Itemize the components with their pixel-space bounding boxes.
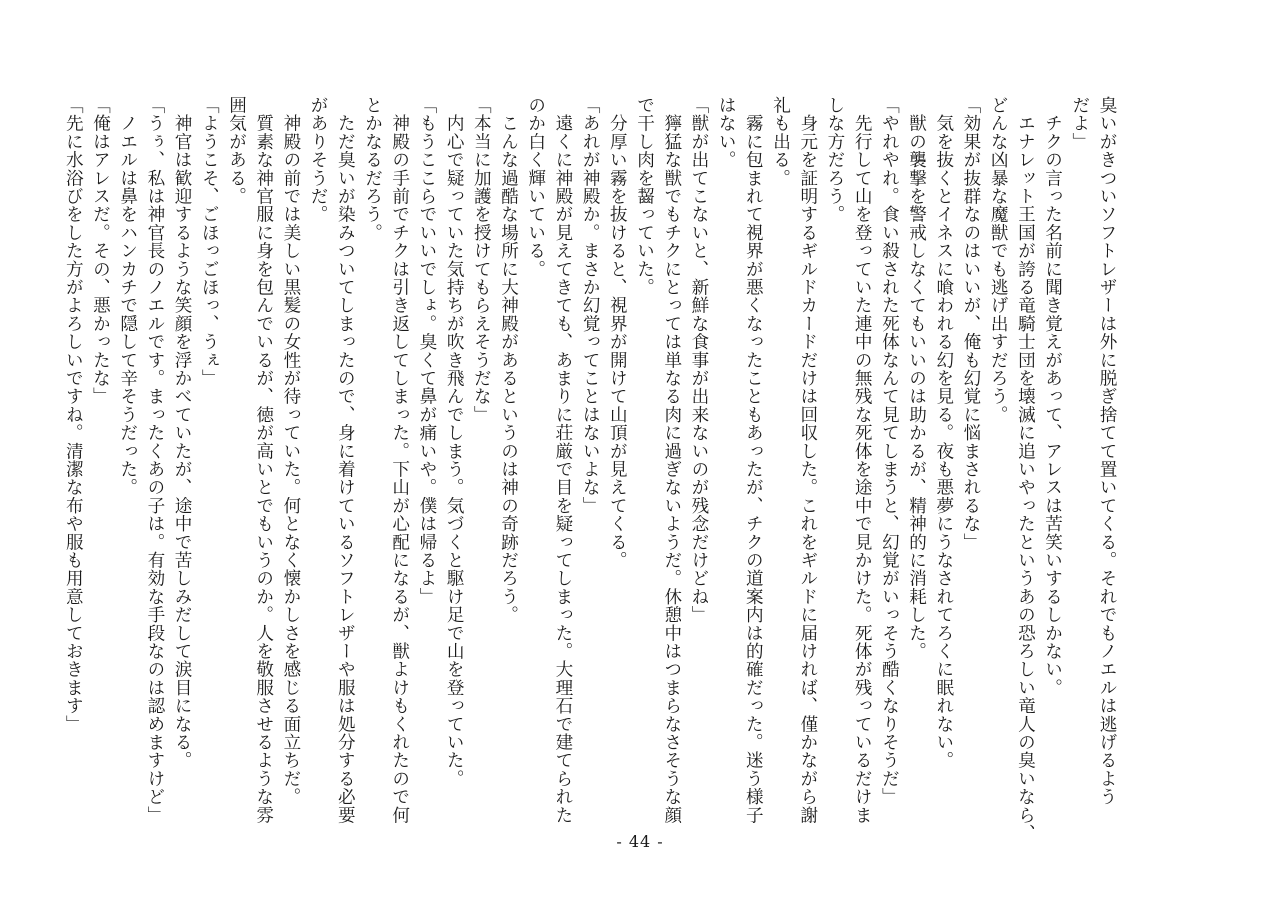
- text-line: 質素な神官服に身を包んでいるが、徳が高いとでもいうのか。人を敬服させるような雰: [253, 96, 274, 824]
- text-line: 「本当に加護を授けてもらえそうだな」: [471, 96, 492, 424]
- text-line: しな方だろう。: [824, 96, 845, 224]
- text-line: がありそうだ。: [308, 96, 329, 224]
- text-line: 「ようこそ、ごほっごほっ、うぇ」: [199, 96, 220, 388]
- text-line: 「先に水浴びをした方がよろしいですね。清潔な布や服も用意しておきます」: [63, 96, 84, 733]
- text-line: 神殿の手前でチクは引き返してしまった。下山が心配になるが、獣よけもくれたので何: [389, 96, 410, 824]
- text-line: とかなるだろう。: [362, 96, 383, 242]
- text-line: 「もうここらでいいでしょ。臭くて鼻が痛いや。僕は帰るよ」: [416, 96, 437, 606]
- text-line: 囲気がある。: [226, 96, 247, 206]
- text-line: ノエルは鼻をハンカチで隠して辛そうだった。: [117, 96, 138, 497]
- text-line: 「俺はアレスだ。その、悪かったな」: [90, 96, 111, 406]
- text-line: 「あれが神殿か。まさか幻覚ってことはないよな」: [580, 96, 601, 515]
- text-line: 「効果が抜群なのはいいが、俺も幻覚に悩まされるな」: [960, 96, 981, 551]
- text-line: どんな凶暴な魔獣でも逃げ出すだろう。: [988, 96, 1009, 424]
- text-line: 気を抜くとイネスに喰われる幻を見る。夜も悪夢にうなされてろくに眠れない。: [933, 96, 954, 770]
- text-line: 内心で疑っていた気持ちが吹き飛んでしまう。気づくと駆け足で山を登っていた。: [444, 96, 465, 788]
- text-line: 先行して山を登っていた連中の無残な死体を途中で見かけた。死体が残っているだけま: [852, 96, 873, 824]
- text-line: で干し肉を齧っていた。: [634, 96, 655, 297]
- text-line: はない。: [716, 96, 737, 169]
- text-line: のか白く輝いている。: [525, 96, 546, 278]
- text-line: 「獣が出てこないと、新鮮な食事が出来ないのが残念だけどね」: [688, 96, 709, 624]
- text-line: 神殿の前では美しい黒髪の女性が待っていた。何となく懐かしさを感じる面立ちだ。: [280, 96, 301, 806]
- text-line: 「やれやれ。食い殺された死体なんて見てしまうと、幻覚がいっそう酷くなりそうだ」: [879, 96, 900, 806]
- text-line: 遠くに神殿が見えてきても、あまりに荘厳で目を疑ってしまった。大理石で建てられた: [552, 96, 573, 824]
- text-line: 「うぅ、私は神官長のノエルです。まったくあの子は。有効な手段なのは認めますけど」: [144, 96, 165, 824]
- text-line: 礼も出る。: [770, 96, 791, 187]
- text-line: チクの言った名前に聞き覚えがあって、アレスは苦笑いするしかない。: [1042, 96, 1063, 697]
- text-line: 神官は歓迎するような笑顔を浮かべていたが、途中で苦しみだして涙目になる。: [172, 96, 193, 770]
- text-line: 獣の襲撃を警戒しなくてもいいのは助かるが、精神的に消耗した。: [906, 96, 927, 661]
- text-line: こんな過酷な場所に大神殿があるというのは神の奇跡だろう。: [498, 96, 519, 624]
- text-line: 獰猛な獣でもチクにとっては単なる肉に過ぎないようだ。休憩中はつまらなさそうな顔: [661, 96, 682, 824]
- text-line: 臭いがきついソフトレザーは外に脱ぎ捨てて置いてくる。それでもノエルは逃げるよう: [1097, 96, 1117, 806]
- text-line: 分厚い霧を抜けると、視界が開けて山頂が見えてくる。: [607, 96, 628, 570]
- text-line: 身元を証明するギルドカードだけは回収した。これをギルドに届ければ、僅かながら謝: [797, 96, 818, 824]
- text-line: エナレット王国が誇る竜騎士団を壊滅に追いやったというあの恐ろしい竜人の臭いなら、: [1015, 96, 1036, 843]
- text-line: だよ」: [1069, 96, 1090, 151]
- text-line: ただ臭いが染みついてしまったので、身に着けているソフトレザーや服は処分する必要: [335, 96, 356, 824]
- text-line: 霧に包まれて視界が悪くなったこともあったが、チクの道案内は的確だった。迷う様子: [743, 96, 764, 824]
- page-number: - 44 -: [616, 832, 664, 851]
